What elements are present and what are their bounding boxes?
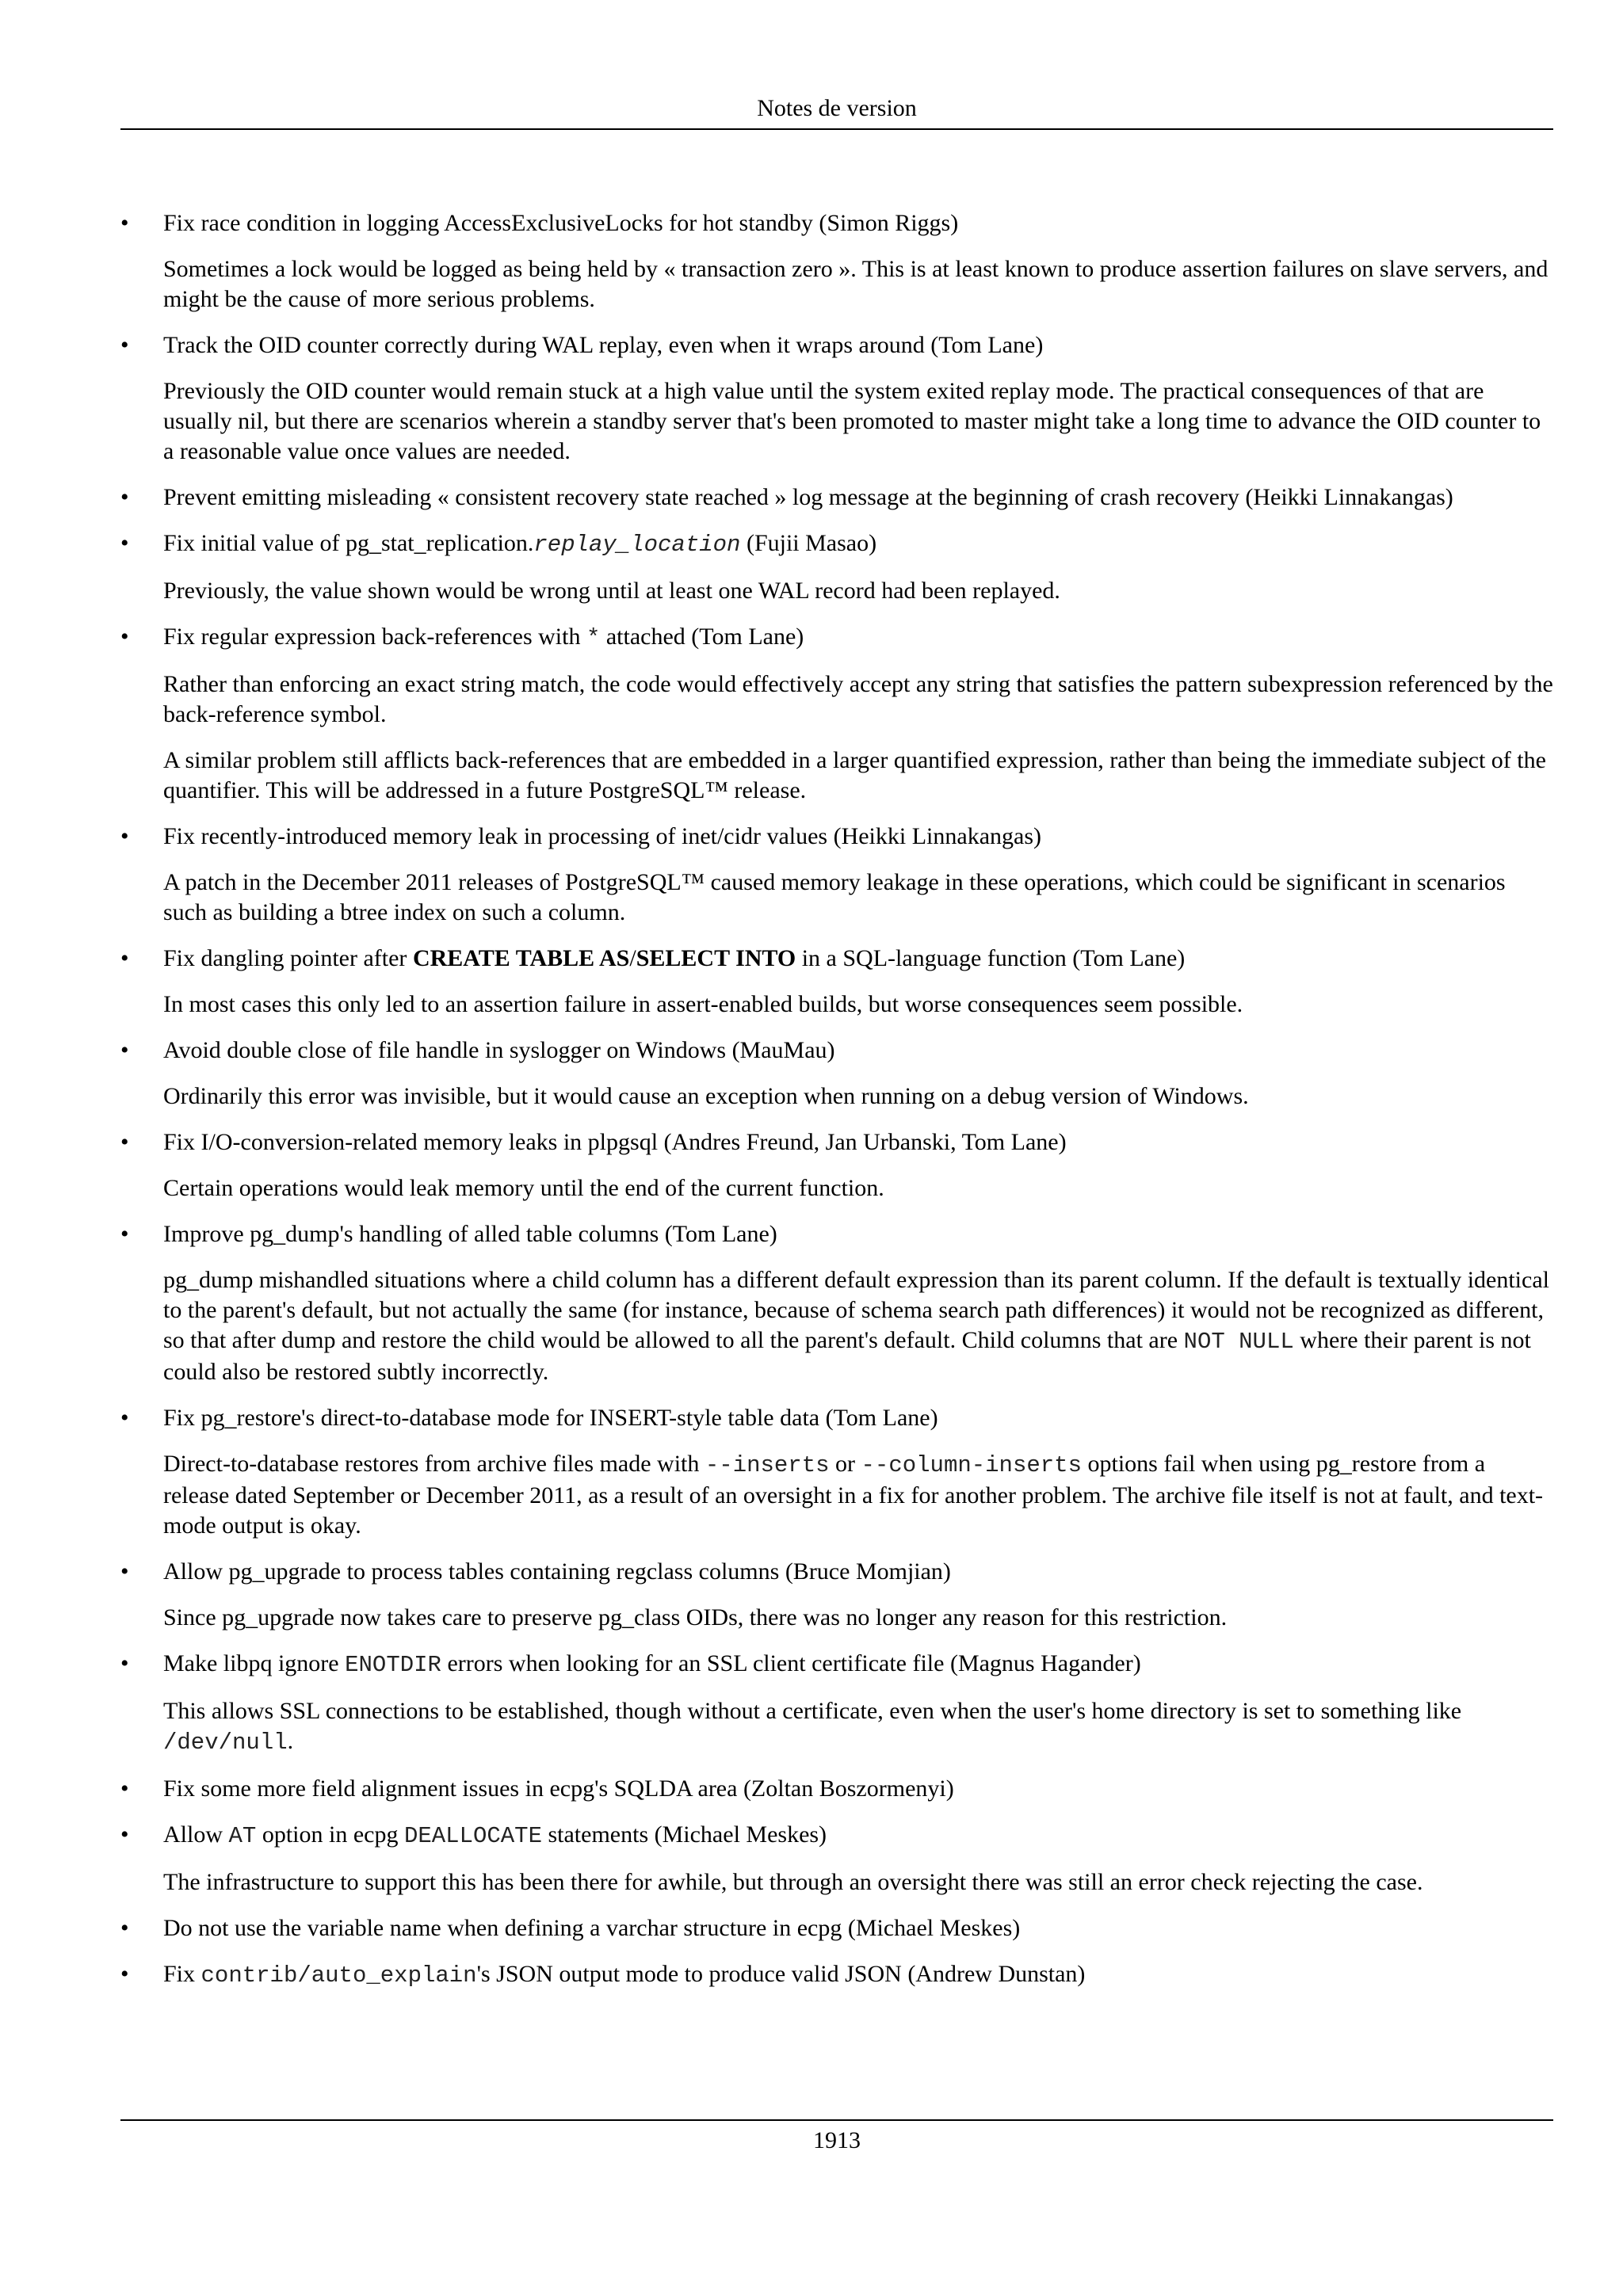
title-text: option in ecpg: [256, 1821, 404, 1848]
bullet-icon: •: [120, 1915, 129, 1941]
sql-command: SELECT INTO: [636, 945, 796, 971]
item-title: Fix pg_restore's direct-to-database mode for INSERT-style table data (Tom Lane): [163, 1405, 938, 1431]
code-literal: AT: [228, 1823, 257, 1849]
title-text: errors when looking for an SSL client certificate file (Magnus Hagander): [441, 1650, 1141, 1676]
bullet-icon: •: [120, 1775, 129, 1802]
paragraph-text: pg_dump mishandled situations where a child column has a different default expression than its parent column. If the default is textually identical to the parent's default, but not actually the same (for instance, because of schema search path differences) it would not be recognized as different, so that after dump and restore the child would be allowed to all the parent's default. Child columns that are: [163, 1267, 1549, 1353]
code-literal: --column-inserts: [861, 1452, 1082, 1478]
item-title: Prevent emitting misleading « consistent recovery state reached » log message at the beginning of crash recovery (Heikki Linnakangas): [163, 484, 1453, 510]
item-title: Fix recently-introduced memory leak in processing of inet/cidr values (Heikki Linnakangas): [163, 823, 1041, 849]
item-paragraph: [163, 1449, 1553, 1541]
code-literal: NOT NULL: [1183, 1329, 1294, 1355]
item-paragraph: [163, 1696, 1553, 1758]
code-literal: --inserts: [705, 1452, 830, 1478]
header-rule: [120, 128, 1553, 130]
page-number: 1913: [813, 2127, 861, 2153]
bullet-icon: •: [120, 945, 129, 971]
item-paragraph: Ordinarily this error was invisible, but it would cause an exception when running on a debug version of Windows.: [163, 1083, 1249, 1109]
list-item: [120, 1913, 1553, 1943]
list-item: [120, 822, 1553, 928]
release-notes-list: [120, 208, 1553, 2007]
title-text: attached (Tom Lane): [600, 624, 804, 650]
item-title: Fix some more field alignment issues in ecpg's SQLDA area (Zoltan Boszormenyi): [163, 1775, 954, 1802]
bullet-icon: •: [120, 1650, 129, 1676]
item-title: [163, 622, 1553, 654]
list-item: [120, 944, 1553, 1020]
title-text: 's JSON output mode to produce valid JSON (Andrew Dunstan): [476, 1961, 1086, 1987]
bullet-icon: •: [120, 1961, 129, 1987]
item-title: Allow pg_upgrade to process tables containing regclass columns (Bruce Momjian): [163, 1558, 951, 1585]
item-title: Fix race condition in logging AccessExclusiveLocks for hot standby (Simon Riggs): [163, 210, 959, 236]
list-item: [120, 330, 1553, 467]
title-text: Allow: [163, 1821, 229, 1848]
code-literal: ENOTDIR: [345, 1652, 441, 1678]
bullet-icon: •: [120, 530, 129, 556]
paragraph-text: or: [829, 1451, 861, 1477]
item-paragraph: [163, 1265, 1553, 1387]
paragraph-text: where their parent is not could also be restored subtly incorrectly.: [163, 1327, 1531, 1385]
bullet-icon: •: [120, 484, 129, 510]
item-paragraph: A patch in the December 2011 releases of PostgreSQL™ caused memory leakage in these operations, which could be significant in scenarios such as building a btree index on such a column.: [163, 869, 1506, 925]
list-item: [120, 1127, 1553, 1203]
bullet-icon: •: [120, 1405, 129, 1431]
item-paragraph: The infrastructure to support this has been there for awhile, but through an oversight there was still an error check rejecting the case.: [163, 1869, 1423, 1895]
item-paragraph: A similar problem still afflicts back-references that are embedded in a larger quantified expression, rather than being the immediate subject of the quantifier. This will be addressed in a future PostgreSQL™ release.: [163, 747, 1546, 803]
code-literal: replay_location: [533, 532, 741, 558]
title-text: Fix regular expression back-references with: [163, 624, 586, 650]
title-text: statements (Michael Meskes): [541, 1821, 827, 1848]
title-text: in a SQL-language function (Tom Lane): [796, 945, 1186, 971]
item-title: Track the OID counter correctly during WAL replay, even when it wraps around (Tom Lane): [163, 332, 1044, 358]
code-literal: contrib/auto_explain: [200, 1962, 477, 1989]
list-item: [120, 1820, 1553, 1897]
list-item: [120, 208, 1553, 315]
item-paragraph: Rather than enforcing an exact string match, the code would effectively accept any string that satisfies the pattern subexpression referenced by the back-reference symbol.: [163, 671, 1553, 727]
title-text: (Fujii Masao): [740, 530, 877, 556]
paragraph-text: This allows SSL connections to be established, though without a certificate, even when the user's home directory is set to something like: [163, 1698, 1462, 1724]
paragraph-text: .: [287, 1728, 294, 1754]
bullet-icon: •: [120, 1821, 129, 1848]
list-item: [120, 1403, 1553, 1541]
list-item: [120, 1557, 1553, 1633]
title-text: Fix initial value of pg_stat_replication.: [163, 530, 534, 556]
title-text: Fix: [163, 1961, 201, 1987]
item-title: [163, 944, 1553, 974]
bullet-icon: •: [120, 624, 129, 650]
code-literal: /dev/null: [163, 1730, 288, 1756]
item-title: [163, 528, 1553, 560]
item-title: Improve pg_dump's handling of alled table columns (Tom Lane): [163, 1221, 777, 1247]
item-paragraph: Previously, the value shown would be wrong until at least one WAL record had been replayed.: [163, 578, 1060, 604]
bullet-icon: •: [120, 1129, 129, 1155]
item-title: [163, 1649, 1553, 1680]
item-title: [163, 1820, 1553, 1852]
item-title: [163, 1959, 1553, 1991]
bullet-icon: •: [120, 1221, 129, 1247]
item-paragraph: In most cases this only led to an assertion failure in assert-enabled builds, but worse consequences seem possible.: [163, 991, 1243, 1017]
item-paragraph: Certain operations would leak memory until the end of the current function.: [163, 1175, 884, 1201]
bullet-icon: •: [120, 823, 129, 849]
list-item: [120, 482, 1553, 513]
title-text: Make libpq ignore: [163, 1650, 346, 1676]
footer-rule: [120, 2119, 1553, 2121]
title-text: /: [629, 945, 636, 971]
bullet-icon: •: [120, 332, 129, 358]
item-paragraph: Sometimes a lock would be logged as being held by « transaction zero ». This is at least known to produce assertion failures on slave servers, and might be the cause of more serious problems.: [163, 256, 1549, 312]
title-text: Fix dangling pointer after: [163, 945, 413, 971]
paragraph-text: options fail when using pg_restore from a release dated September or December 2011, as a result of an oversight in a fix for another problem. The archive file itself is not at fault, and text-mode output is okay.: [163, 1451, 1544, 1539]
bullet-icon: •: [120, 210, 129, 236]
bullet-icon: •: [120, 1558, 129, 1585]
item-title: Avoid double close of file handle in syslogger on Windows (MauMau): [163, 1037, 835, 1063]
item-title: Fix I/O-conversion-related memory leaks in plpgsql (Andres Freund, Jan Urbanski, Tom Lane): [163, 1129, 1067, 1155]
running-header: Notes de version: [757, 95, 917, 121]
item-paragraph: Since pg_upgrade now takes care to preserve pg_class OIDs, there was no longer any reason for this restriction.: [163, 1604, 1228, 1630]
list-item: [120, 1219, 1553, 1387]
code-literal: DEALLOCATE: [403, 1823, 542, 1849]
list-item: [120, 622, 1553, 806]
list-item: [120, 528, 1553, 606]
code-literal: *: [586, 625, 601, 651]
list-item: [120, 1649, 1553, 1758]
item-paragraph: Previously the OID counter would remain stuck at a high value until the system exited replay mode. The practical consequences of that are usually nil, but there are scenarios wherein a standby server that's been promoted to master might take a long time to advance the OID counter to a reasonable value once values are needed.: [163, 378, 1541, 464]
list-item: [120, 1035, 1553, 1112]
sql-command: CREATE TABLE AS: [412, 945, 630, 971]
list-item: [120, 1959, 1553, 1991]
item-title: Do not use the variable name when defining a varchar structure in ecpg (Michael Meskes): [163, 1915, 1021, 1941]
paragraph-text: Direct-to-database restores from archive files made with: [163, 1451, 705, 1477]
list-item: [120, 1774, 1553, 1804]
bullet-icon: •: [120, 1037, 129, 1063]
